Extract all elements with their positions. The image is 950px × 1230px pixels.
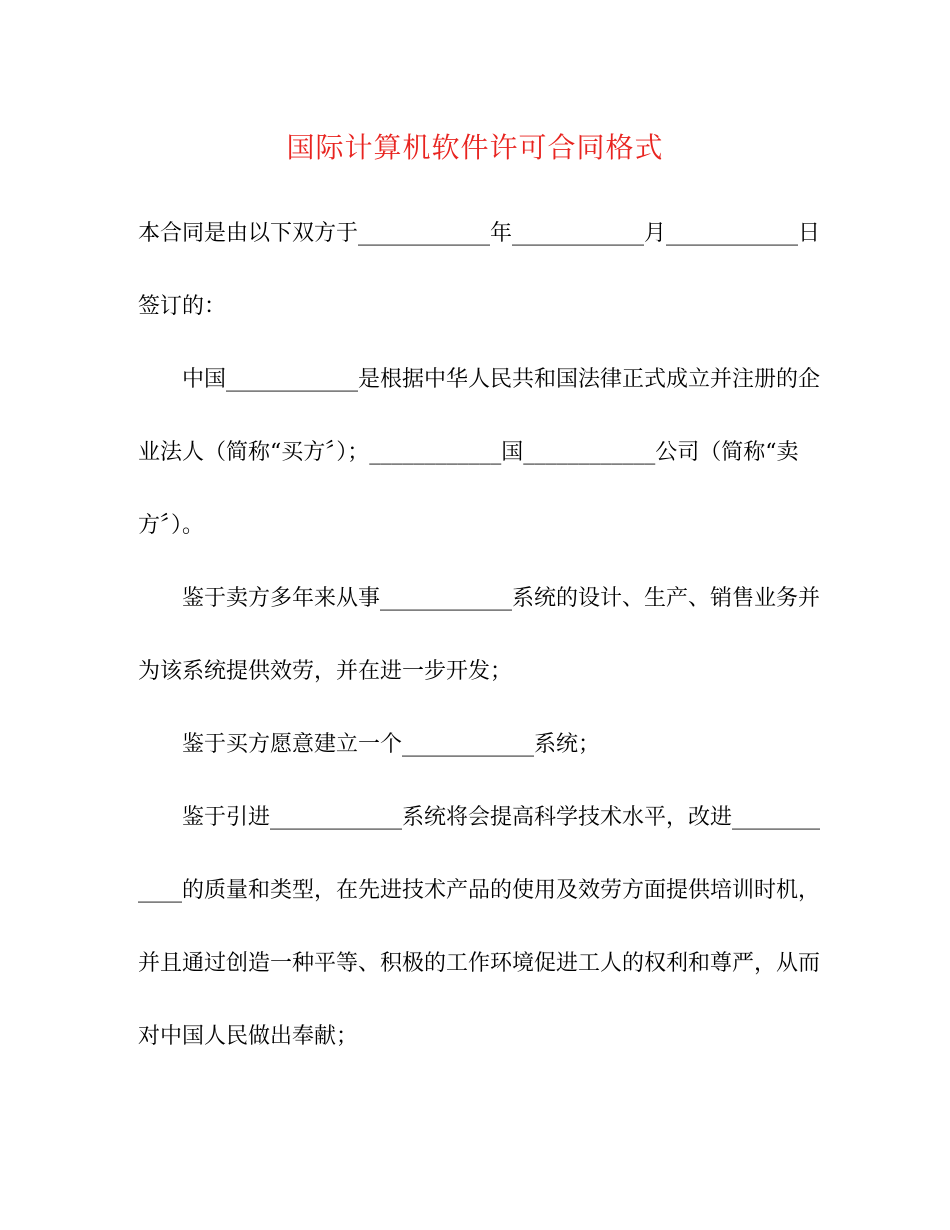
paragraph-whereas-seller: [138, 562, 821, 708]
document-title: 国际计算机软件许可合同格式: [286, 131, 664, 164]
text-line: 鉴于卖方多年来从事____________系统的设计、生产、销售业务并: [182, 586, 821, 611]
text-line: 对中国人民做出奉献；: [138, 1024, 359, 1049]
paragraph-whereas-benefits: [138, 781, 821, 1073]
text-line: 方〞）。: [138, 513, 205, 538]
text-line: 业法人（简称“买方〞）；____________国____________公司（简称“卖: [138, 440, 799, 465]
text-line: 并且通过创造一种平等、积极的工作环境促进工人的权利和尊严，从而: [138, 951, 821, 976]
text-line: 本合同是由以下双方于____________年____________月____________日: [138, 221, 821, 246]
text-line: 签订的：: [138, 294, 227, 319]
text-line: 鉴于买方愿意建立一个____________系统；: [182, 732, 601, 757]
text-line: 中国____________是根据中华人民共和国法律正式成立并注册的企: [182, 367, 821, 392]
text-line: 为该系统提供效劳，并在进一步开发；: [138, 659, 513, 684]
paragraph-whereas-buyer: [138, 708, 818, 781]
paragraph-parties: [138, 343, 821, 562]
paragraph-signing-date: [138, 197, 821, 343]
text-line: ____的质量和类型，在先进技术产品的使用及效劳方面提供培训时机，: [138, 878, 821, 903]
text-line: 鉴于引进____________系统将会提高科学技术水平，改进________: [182, 805, 821, 830]
